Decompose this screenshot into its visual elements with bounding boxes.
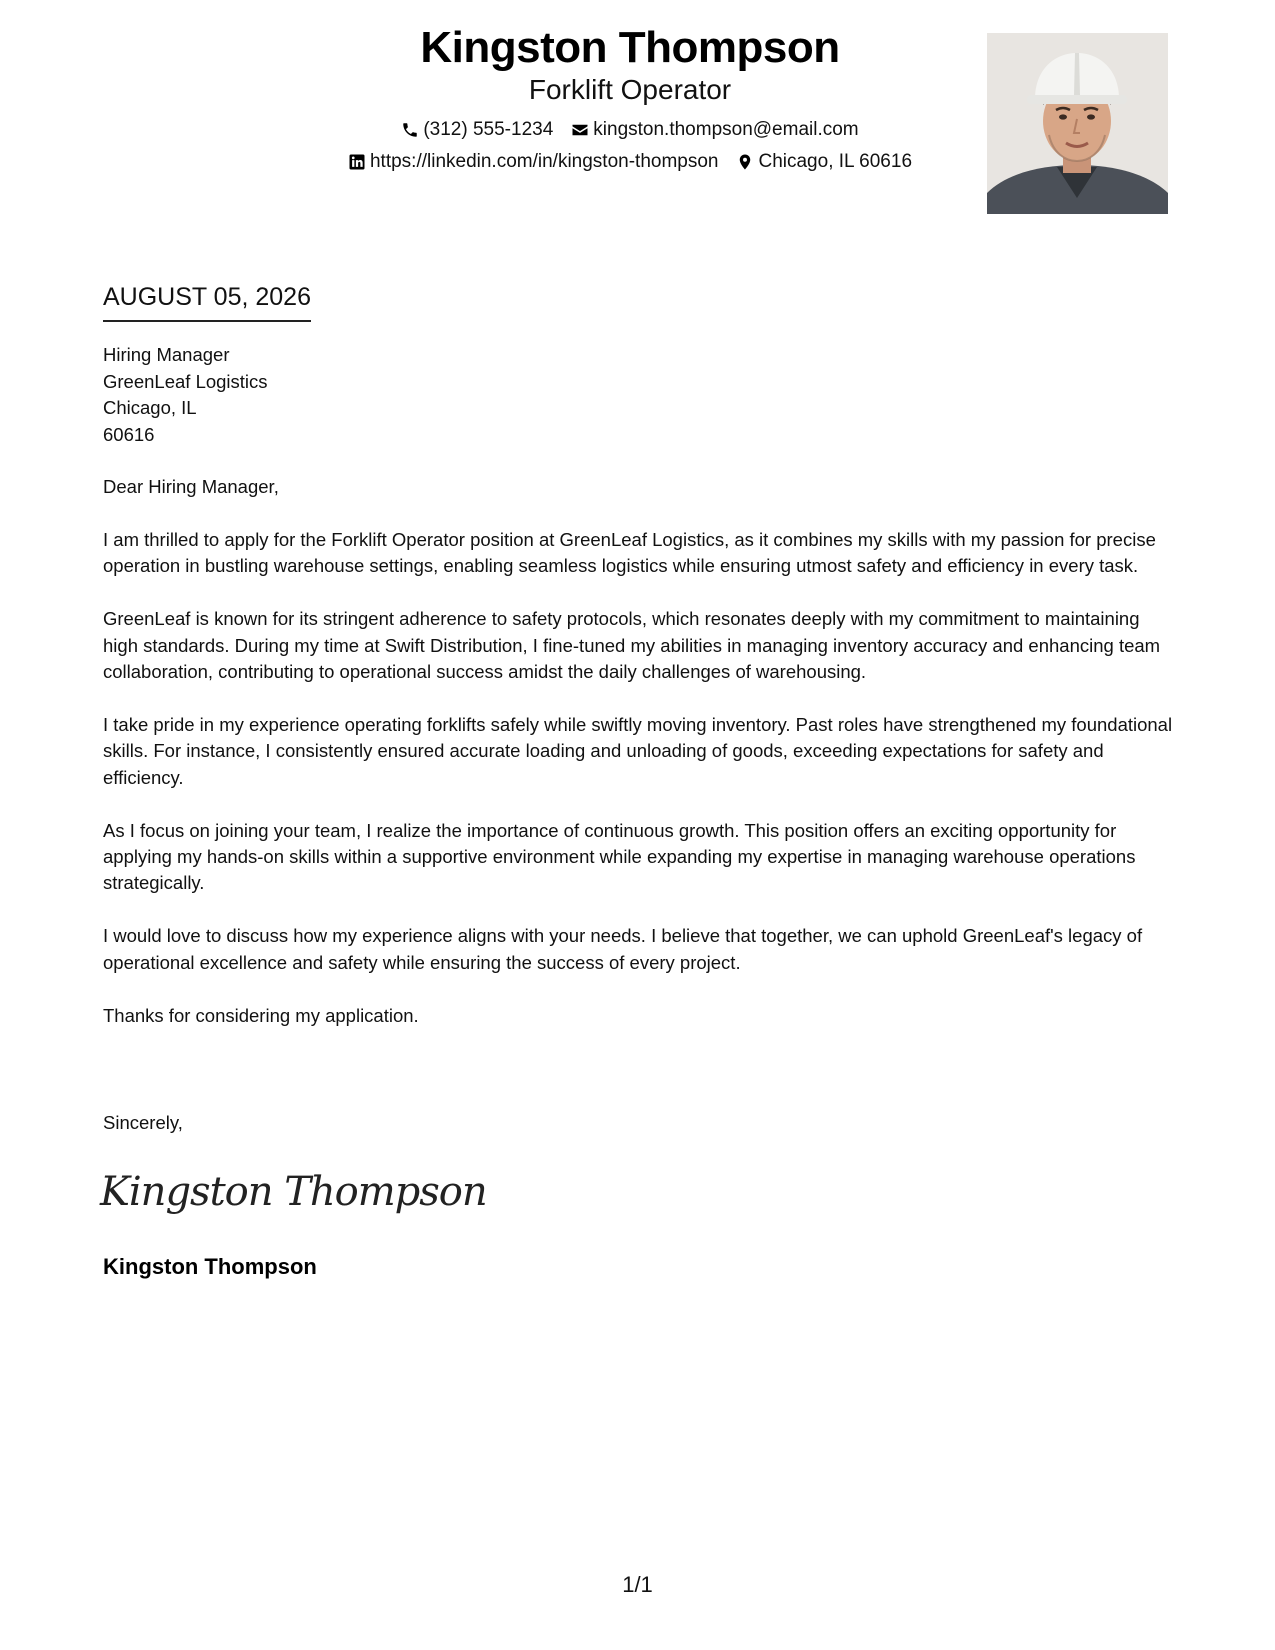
letter-header [300, 22, 960, 182]
recipient-block [103, 342, 268, 448]
signer-name: Kingston Thompson [103, 1254, 317, 1279]
applicant-name: Kingston Thompson [420, 23, 840, 72]
letter-body [103, 474, 1173, 1056]
recipient-line: Hiring Manager [103, 344, 230, 365]
phone-text: (312) 555-1234 [423, 119, 554, 140]
body-paragraph: Thanks for considering my application. [103, 1004, 419, 1026]
phone-icon [401, 121, 419, 139]
closing: Sincerely, [103, 1112, 183, 1133]
body-paragraph: GreenLeaf is known for its stringent adherence to safety protocols, which resonates deeply with my commitment to maintaining high standards. During my time at Swift Distribution, I fine-tuned my abilities in managing inventory accuracy and enhancing team collaboration, contributing to operational success amidst the daily challenges of warehousing. [103, 608, 1161, 683]
email-text: kingston.thompson@email.com [593, 119, 859, 140]
body-paragraph: I take pride in my experience operating forklifts safely while swiftly moving inventory. Past roles have strengthened my foundational skills. For instance, I consistently ensured accurate loading and unloading of goods, exceeding expectations for safety and efficiency. [103, 713, 1173, 788]
page-number: 1/1 [622, 1572, 653, 1597]
letter-date: AUGUST 05, 2026 [103, 282, 311, 322]
envelope-icon [571, 121, 589, 139]
contact-row-secondary [300, 150, 960, 174]
recipient-line: GreenLeaf Logistics [103, 370, 268, 392]
signature-text: Kingston Thompson [100, 1169, 487, 1215]
profile-photo [987, 33, 1168, 214]
contact-row-primary [300, 118, 960, 142]
contact-location [736, 150, 912, 174]
contact-linkedin [348, 150, 719, 174]
contact-email [571, 118, 858, 142]
body-paragraph: I am thrilled to apply for the Forklift Operator position at GreenLeaf Logistics, as it combines my skills with my passion for precise operation in bustling warehouse settings, enabling seamless logistics while ensuring utmost safety and efficiency in every task. [103, 528, 1156, 577]
recipient-line: 60616 [103, 423, 155, 445]
location-text: Chicago, IL 60616 [758, 151, 913, 172]
salutation: Dear Hiring Manager, [103, 476, 279, 497]
applicant-title: Forklift Operator [528, 74, 732, 105]
contact-phone [401, 118, 553, 142]
linkedin-icon [348, 153, 366, 171]
map-pin-icon [736, 153, 754, 171]
handwritten-signature [100, 1162, 487, 1222]
body-paragraph: As I focus on joining your team, I realize the importance of continuous growth. This position offers an exciting opportunity for applying my hands-on skills within a supportive environment while expanding my expertise in managing warehouse operations strategically. [103, 819, 1136, 894]
body-paragraph: I would love to discuss how my experience aligns with your needs. I believe that together, we can uphold GreenLeaf's legacy of operational excellence and safety while ensuring the success of every project. [103, 925, 1143, 973]
recipient-line: Chicago, IL [103, 397, 197, 418]
linkedin-text: https://linkedin.com/in/kingston-thompson [369, 151, 719, 172]
